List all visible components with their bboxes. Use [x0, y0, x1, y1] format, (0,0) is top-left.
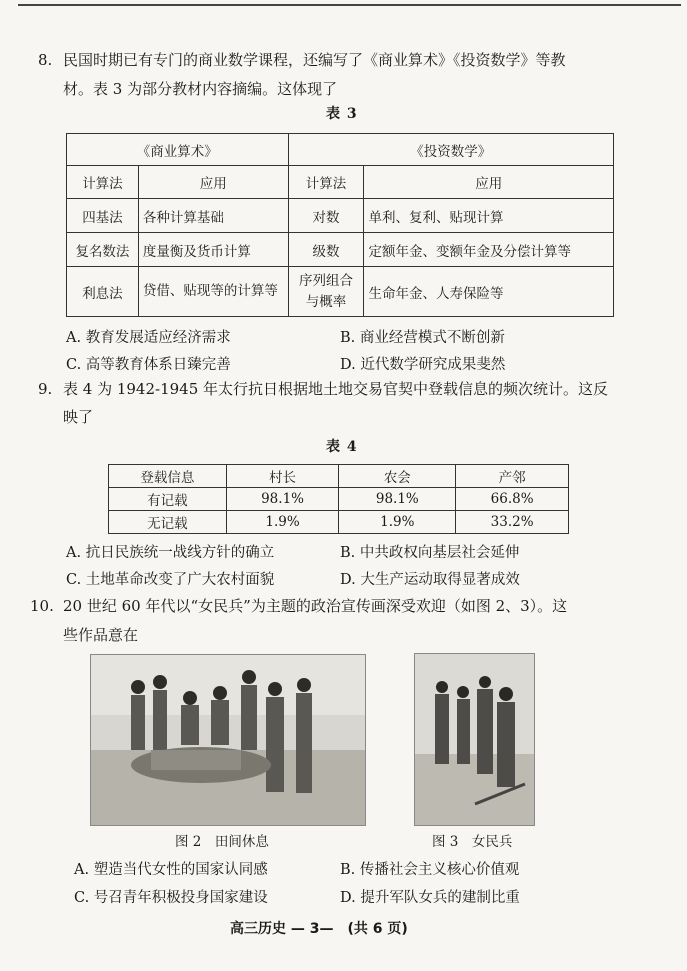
table3-book1: 《商业算术》	[67, 134, 289, 166]
table-cell: 98.1%	[339, 488, 456, 511]
table-cell: 单利、复利、贴现计算	[364, 199, 614, 233]
table3-header-method: 计算法	[288, 166, 364, 199]
table-row	[67, 267, 614, 317]
q10-option-b[interactable]: B. 传播社会主义核心价值观	[340, 862, 520, 878]
table-cell: 33.2%	[456, 511, 569, 534]
table-cell: 无记载	[109, 511, 227, 534]
table-cell: 1.9%	[339, 511, 456, 534]
q10-stem-line2: 些作品意在	[63, 626, 139, 644]
table3-header-method: 计算法	[67, 166, 139, 199]
q9-option-c[interactable]: C. 土地革命改变了广大农村面貌	[66, 572, 275, 588]
q8-stem-line2: 材。表 3 为部分教材内容摘编。这体现了	[63, 80, 338, 98]
table3-header-use: 应用	[138, 166, 288, 199]
table4-header: 登载信息	[109, 465, 227, 488]
table-cell: 级数	[288, 233, 364, 267]
q8-option-b[interactable]: B. 商业经营模式不断创新	[340, 330, 505, 346]
q9-option-d[interactable]: D. 大生产运动取得显著成效	[340, 572, 520, 588]
table3-header-use: 应用	[364, 166, 614, 199]
table4-header: 农会	[339, 465, 456, 488]
q9-stem-line1: 表 4 为 1942-1945 年太行抗日根据地土地交易官契中登载信息的频次统计。这反	[63, 380, 609, 398]
q8-stem-line1: 民国时期已有专门的商业数学课程，还编写了《商业算术》《投资数学》等教	[63, 51, 566, 69]
q8-option-c[interactable]: C. 高等教育体系日臻完善	[66, 357, 231, 373]
q9-option-a[interactable]: A. 抗日民族统一战线方针的确立	[66, 545, 275, 561]
q8-option-a[interactable]: A. 教育发展适应经济需求	[66, 330, 231, 346]
q8-number: 8.	[38, 51, 53, 69]
top-rule	[18, 4, 681, 6]
table-row	[67, 233, 614, 267]
table4-header: 产邻	[456, 465, 569, 488]
table-cell: 四基法	[67, 199, 139, 233]
table-cell: 各种计算基础	[138, 199, 288, 233]
table-cell: 复名数法	[67, 233, 139, 267]
table4-header: 村长	[226, 465, 339, 488]
table-cell: 生命年金、人寿保险等	[364, 267, 614, 317]
q10-stem-line1: 20 世纪 60 年代以“女民兵”为主题的政治宣传画深受欢迎（如图 2、3）。这	[63, 597, 568, 615]
table3-caption: 表 3	[326, 106, 358, 122]
table-cell: 利息法	[67, 267, 139, 317]
q10-option-d[interactable]: D. 提升军队女兵的建制比重	[340, 890, 520, 906]
table-cell: 对数	[288, 199, 364, 233]
q10-number: 10.	[30, 597, 54, 615]
page-footer: 高三历史 — 3— (共 6 页)	[230, 921, 408, 937]
q9-stem-line2: 映了	[63, 408, 94, 426]
table-row	[109, 488, 569, 511]
q9-option-b[interactable]: B. 中共政权向基层社会延伸	[340, 545, 520, 561]
figure3-painting	[414, 653, 535, 826]
table-cell: 66.8%	[456, 488, 569, 511]
table-cell: 贷借、贴现等的计算等	[138, 267, 288, 317]
figure3-caption: 图 3 女民兵	[432, 834, 513, 850]
figure2-caption: 图 2 田间休息	[175, 834, 269, 850]
table4-caption: 表 4	[326, 439, 358, 455]
table3	[66, 133, 614, 317]
q8-option-d[interactable]: D. 近代数学研究成果斐然	[340, 357, 506, 373]
q10-option-a[interactable]: A. 塑造当代女性的国家认同感	[74, 862, 268, 878]
table3-book2: 《投资数学》	[288, 134, 613, 166]
table-cell: 有记载	[109, 488, 227, 511]
q9-number: 9.	[38, 380, 53, 398]
table4	[108, 464, 569, 534]
table-row	[67, 199, 614, 233]
figure2-painting	[90, 654, 366, 826]
table-cell: 98.1%	[226, 488, 339, 511]
table-cell: 序列组合与概率	[288, 267, 364, 317]
table-row	[109, 511, 569, 534]
table-cell: 定额年金、变额年金及分偿计算等	[364, 233, 614, 267]
table-cell: 度量衡及货币计算	[138, 233, 288, 267]
q10-option-c[interactable]: C. 号召青年积极投身国家建设	[74, 890, 268, 906]
table-cell: 1.9%	[226, 511, 339, 534]
